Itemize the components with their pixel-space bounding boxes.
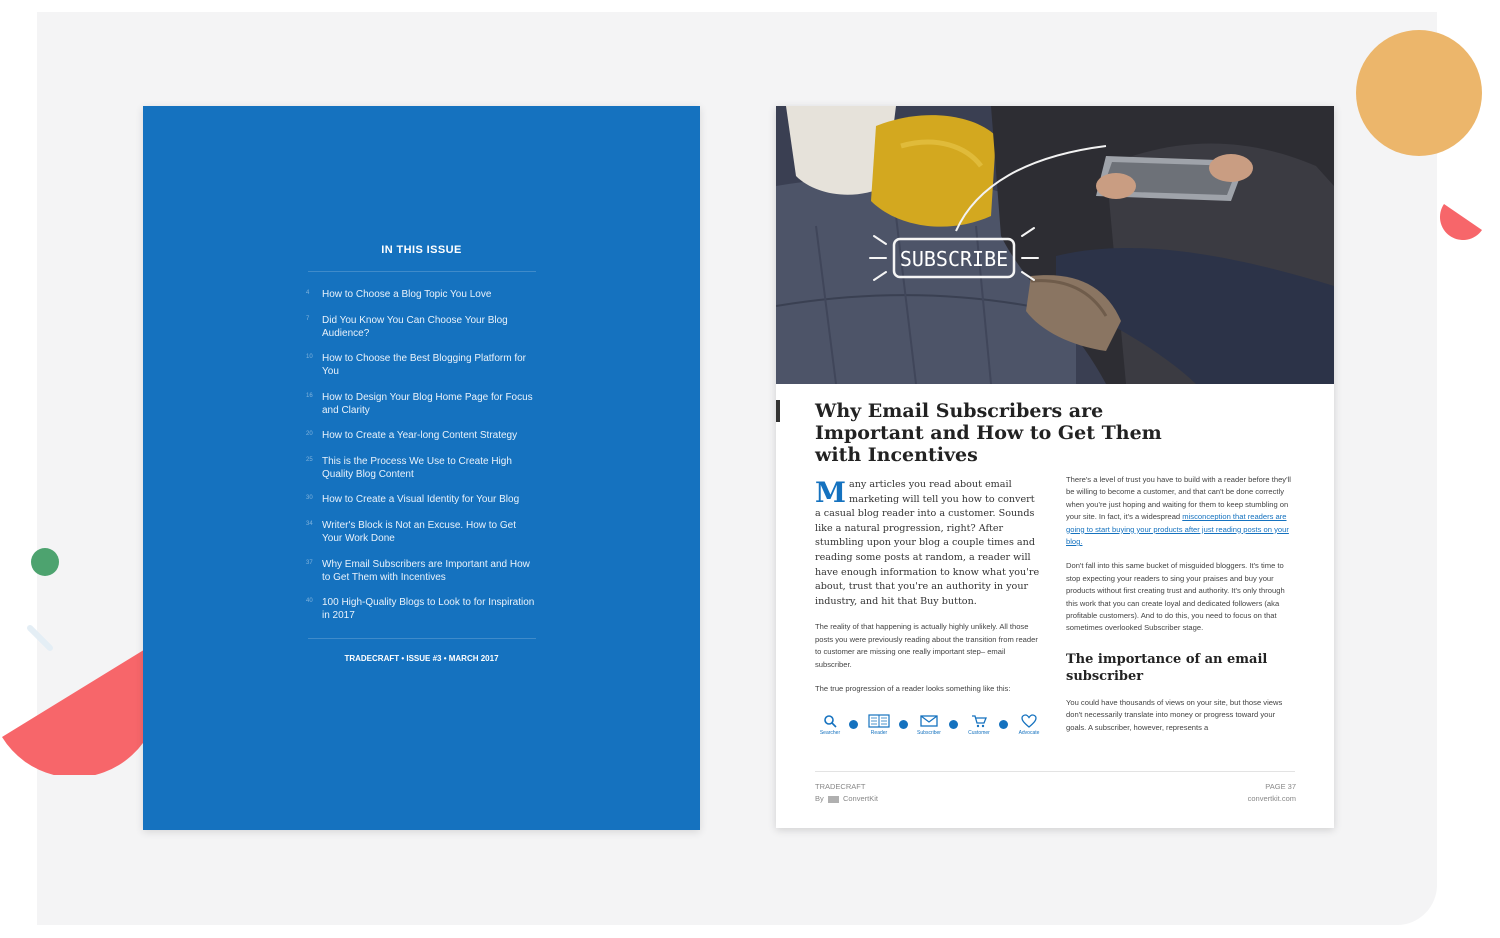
toc-page-number: 4 (306, 290, 310, 296)
toc-item-title: How to Choose a Blog Topic You Love (322, 289, 492, 300)
lead-text: any articles you read about email marketing will tell you how to convert a casual blog reader into a customer. Sounds like a natural progression, right? After stumbling upon your blog a couple times and reading some posts at random, a reader will have enough information to know what you're about, trust that you're an authority in your industry, and hit that Buy button. (815, 479, 1040, 607)
journey-step (864, 714, 894, 736)
lead-paragraph (815, 478, 1041, 609)
toc-item-title: How to Create a Year-long Content Strategy (322, 430, 518, 441)
footer-by: By (815, 794, 824, 803)
reader-journey-diagram (815, 714, 1045, 744)
body-paragraph: There's a level of trust you have to build with a reader before they'll be willing to become a customer, and that can't be done correctly when you're just hoping and waiting for them to keep stumbling on your site. In fact, it's a widespread misconception that readers are going to start buying your products after just reading posts on your blog. (1066, 475, 1291, 547)
toc-item-title: 100 High-Quality Blogs to Look to for Inspiration in 2017 (322, 597, 535, 621)
toc-bottom-rule (308, 638, 536, 639)
journey-step-label: Reader (870, 730, 888, 736)
page-number: PAGE 37 (1265, 782, 1296, 791)
page-footer-info (1248, 781, 1296, 805)
toc-item[interactable] (306, 288, 536, 301)
article-left-column (815, 478, 1041, 695)
body-paragraph: Don't fall into this same bucket of misguided bloggers. It's time to stop expecting your readers to sing your praises and buy your products without first creating trust and authority. It's only through this work that you can create loyal and dedicated followers (aka profitable customers). And to do this, you need to focus on that sometimes overlooked Subscriber stage. (1066, 561, 1285, 633)
toc-item[interactable] (306, 314, 536, 340)
body-paragraph: You could have thousands of views on your site, but those views don't necessarily translate into money or progress toward your goals. A subscriber, however, represents a (1066, 697, 1283, 732)
shopping-cart-icon (971, 714, 987, 728)
toc-page-number: 20 (306, 431, 313, 437)
toc-item[interactable] (306, 558, 536, 584)
journey-step-label: Customer (968, 730, 990, 736)
coral-half-circle-decoration (0, 640, 162, 775)
arrow-icon (949, 720, 958, 729)
arrow-icon (849, 720, 858, 729)
toc-item-title: How to Design Your Blog Home Page for Focus and Clarity (322, 392, 533, 416)
journey-step-label: Searcher (819, 730, 841, 736)
toc-page-number: 25 (306, 457, 313, 463)
body-paragraph: The reality of that happening is actually highly unlikely. All those posts you were previously reading about the transition from reader to customer are missing one really important step– email subscriber. (815, 622, 1038, 669)
arrow-icon (999, 720, 1008, 729)
toc-page-number: 37 (306, 560, 313, 566)
toc-item[interactable] (306, 519, 536, 545)
toc-page-number: 30 (306, 495, 313, 501)
search-icon (823, 714, 837, 728)
open-book-icon (868, 714, 890, 728)
table-of-contents-page (143, 106, 700, 830)
green-dot-decoration (30, 547, 62, 579)
section-subheading: The importance of an email subscriber (1066, 651, 1268, 684)
journey-step (914, 714, 944, 736)
toc-item[interactable] (306, 429, 536, 442)
envelope-icon (920, 714, 938, 728)
toc-item[interactable] (306, 596, 536, 622)
footer-company: ConvertKit (842, 794, 878, 803)
toc-title: IN THIS ISSUE (381, 244, 462, 256)
body-paragraph: The true progression of a reader looks something like this: (815, 683, 1011, 693)
toc-item-title: How to Create a Visual Identity for Your Blog (322, 494, 520, 505)
footer-divider (815, 771, 1295, 772)
article-headline: Why Email Subscribers are Important and How to Get Them with Incentives (815, 400, 1162, 466)
coral-wedge-decoration (1438, 200, 1486, 240)
journey-step-label: Advocate (1018, 730, 1040, 736)
toc-item[interactable] (306, 493, 536, 506)
orange-circle-decoration (1352, 28, 1486, 160)
convertkit-logo-icon (828, 796, 839, 803)
toc-page-number: 7 (306, 316, 310, 322)
toc-page-number: 40 (306, 598, 313, 604)
article-right-column (1066, 474, 1296, 734)
issue-footer: TRADECRAFT • ISSUE #3 • MARCH 2017 (344, 654, 499, 663)
article-page (776, 106, 1334, 828)
subscribe-sign-text: SUBSCRIBE (899, 247, 1009, 271)
toc-item-title: This is the Process We Use to Create High Quality Blog Content (322, 456, 512, 480)
headline-accent-bar (776, 400, 780, 422)
page-footer-brand (815, 781, 878, 805)
journey-step-label: Subscriber (917, 730, 941, 736)
toc-item-title: Did You Know You Can Choose Your Blog Audience? (322, 315, 508, 339)
footer-brand: TRADECRAFT (815, 782, 866, 791)
journey-step (964, 714, 994, 736)
toc-item[interactable] (306, 391, 536, 417)
toc-item-title: Writer's Block is Not an Excuse. How to Get Your Work Done (322, 520, 517, 544)
toc-page-number: 16 (306, 393, 313, 399)
toc-page-number: 34 (306, 521, 313, 527)
toc-item-title: How to Choose the Best Blogging Platform for You (322, 353, 526, 377)
journey-step (815, 714, 845, 736)
hero-photo (776, 106, 1334, 384)
footer-url[interactable]: convertkit.com (1247, 794, 1296, 803)
toc-page-number: 10 (306, 354, 313, 360)
drop-cap: M (815, 476, 846, 509)
heart-icon (1021, 714, 1037, 728)
toc-top-rule (308, 271, 536, 272)
toc-item-title: Why Email Subscribers are Important and How to Get Them with Incentives (322, 559, 530, 583)
article-link[interactable]: misconception that readers are going to start buying your products after just reading posts on your blog. (1066, 512, 1289, 547)
journey-step (1014, 714, 1044, 736)
arrow-icon (899, 720, 908, 729)
toc-item[interactable] (306, 352, 536, 378)
toc-item[interactable] (306, 455, 536, 481)
